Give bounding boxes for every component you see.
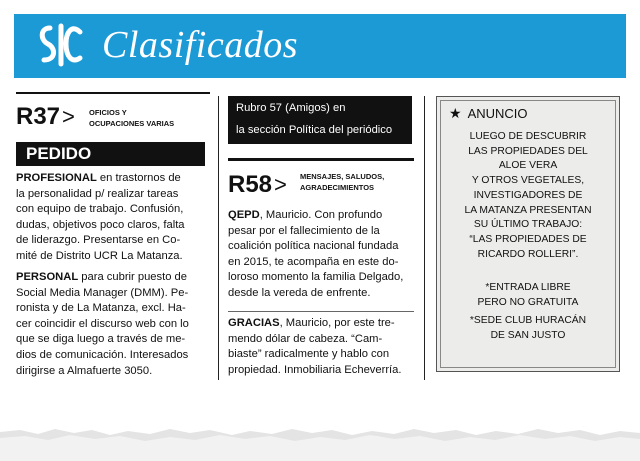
column-divider — [218, 96, 219, 380]
page-title: Clasificados — [102, 24, 299, 66]
anuncio-line: INVESTIGADORES DE — [473, 189, 583, 201]
anuncio-line: PERO NO GRATUITA — [477, 296, 579, 308]
anuncio-line: RICARDO ROLLERI”. — [477, 248, 579, 260]
ad-line — [16, 270, 208, 286]
rubro-line: la sección Política del periódico — [236, 124, 393, 136]
anuncio-line: *SEDE CLUB HURACÁN — [469, 315, 587, 327]
ad-line: pesar por el fallecimiento de la — [228, 224, 380, 237]
ad-line: biaste” radicalmente y hablo con — [228, 348, 390, 361]
ad-text: , Mauricio, por este tre- — [279, 317, 395, 329]
ad-divider — [228, 311, 414, 312]
ad-keyword: PERSONAL — [16, 271, 79, 283]
ad-line: que se diga luego a través de me- — [16, 333, 186, 346]
ad-line — [228, 208, 414, 224]
anuncio-line: ALOE VERA — [498, 160, 558, 172]
section-label-line: MENSAJES, SALUDOS, — [300, 172, 385, 181]
anuncio-line: DE SAN JUSTO — [490, 330, 566, 342]
ad-line: dirigirse a Almafuerte 3050. — [16, 364, 153, 377]
ad-keyword: PROFESIONAL — [16, 172, 97, 184]
anuncio-body — [437, 130, 619, 262]
anuncio-title: ANUNCIO — [467, 106, 528, 121]
anuncio-heading — [449, 105, 528, 122]
anuncio-footer — [437, 281, 619, 344]
ad-line: mité de Distrito UCR La Matanza. — [16, 249, 183, 262]
ad-line: mendo dólar de cabeza. “Cam- — [228, 332, 383, 345]
chevron-right-icon: > — [62, 104, 75, 129]
ad-line: loroso momento la familia Delgado, — [228, 271, 404, 284]
rubro-box — [228, 96, 412, 144]
ad-line: ronista y de La Matanza, excl. Ha- — [16, 302, 186, 315]
anuncio-line: LUEGO DE DESCUBRIR — [469, 131, 587, 142]
torn-paper-edge — [0, 400, 640, 461]
anuncio-line: LA MATANZA PRESENTAN — [464, 204, 592, 216]
ad-line — [228, 316, 414, 332]
rubro-line: Rubro 57 (Amigos) en — [236, 102, 346, 114]
section-label-r58 — [300, 171, 384, 193]
suplemento-logo-icon — [36, 22, 84, 68]
section-code: R58 — [228, 171, 273, 198]
ad-line: dudas, objetivos poco claros, falta — [16, 218, 185, 231]
ad-line: la personalidad p/ realizar tareas — [16, 187, 179, 200]
ad-keyword: QEPD — [228, 209, 260, 221]
header-banner — [14, 14, 626, 78]
anuncio-line: LAS PROPIEDADES DEL — [468, 145, 588, 157]
section-code-r58 — [228, 172, 287, 198]
pedido-tag: PEDIDO — [16, 142, 205, 166]
ad-line: desde la vereda de enfrente. — [228, 286, 371, 299]
ad-line: con equipo de trabajo. Confusión, — [16, 203, 184, 216]
section-code-r37 — [16, 104, 75, 130]
ad-line: Social Media Manager (DMM). Pe- — [16, 286, 189, 299]
chevron-right-icon: > — [274, 172, 287, 197]
ad-text: en trastornos de — [96, 172, 181, 184]
ad-keyword: GRACIAS — [228, 317, 280, 329]
section-rule — [16, 92, 210, 94]
classified-ad-qepd — [228, 208, 414, 302]
star-icon: ★ — [449, 105, 462, 121]
ad-line: cer coincidir el discurso web con lo — [16, 317, 189, 330]
section-label-line: AGRADECIMIENTOS — [300, 183, 375, 192]
ad-line: propiedad. Inmobiliaria Echeverría. — [228, 363, 402, 376]
anuncio-line: “LAS PROPIEDADES DE — [469, 233, 587, 245]
ad-line: dios de comunicación. Interesados — [16, 348, 189, 361]
section-rule — [228, 158, 414, 161]
ad-line: coalición política nacional fundada — [228, 240, 399, 253]
section-label-r37 — [89, 107, 174, 129]
section-code: R37 — [16, 103, 61, 130]
ad-text: , Mauricio. Con profundo — [259, 209, 383, 221]
section-label-line: OFICIOS Y — [89, 108, 127, 117]
classified-ad-personal — [16, 270, 208, 379]
classified-ad-gracias — [228, 316, 414, 378]
anuncio-line: *ENTRADA LIBRE — [485, 282, 571, 293]
anuncio-line: SU ÚLTIMO TRABAJO: — [473, 219, 583, 231]
ad-text: para cubrir puesto de — [78, 271, 188, 283]
ad-line: en 2015, te acompaña en este do- — [228, 255, 399, 268]
column-divider — [424, 96, 425, 380]
ad-line: de liderazgo. Presentarse en Co- — [16, 234, 181, 247]
anuncio-line: Y OTROS VEGETALES, — [471, 175, 585, 187]
section-label-line: OCUPACIONES VARIAS — [89, 119, 175, 128]
classified-ad-profesional — [16, 171, 208, 265]
anuncio-box — [436, 96, 620, 372]
ad-line — [16, 171, 208, 187]
